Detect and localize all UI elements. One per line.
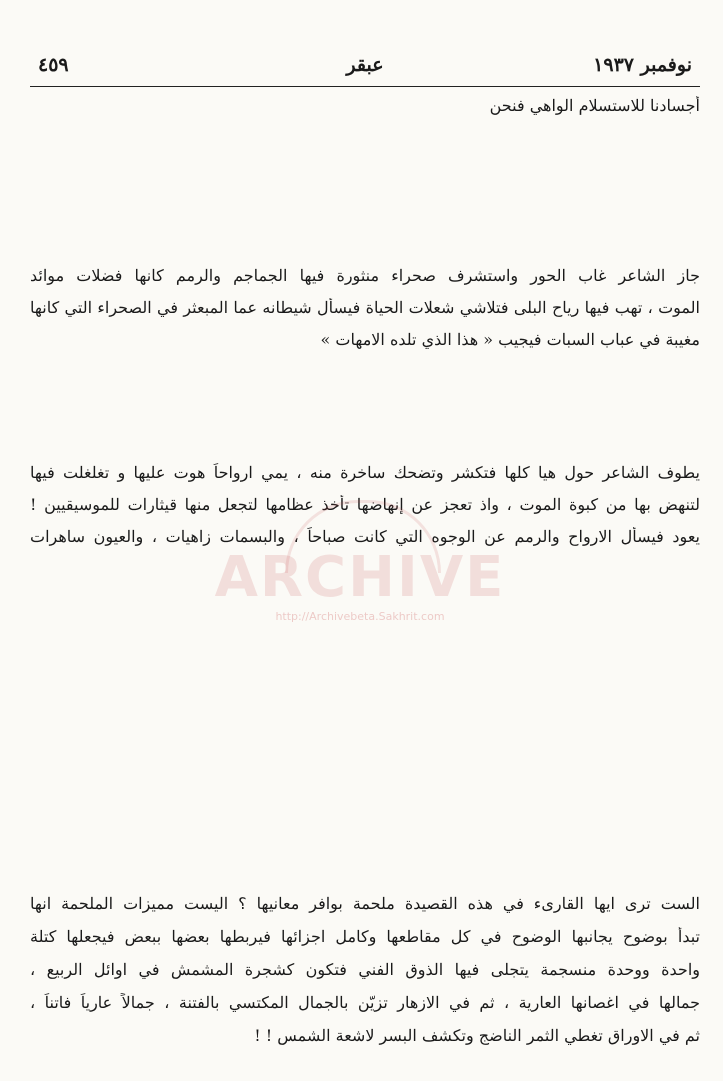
- paragraph-line: يعود فيسأل الارواح والرمم عن الوجوه التي كانت صباحاً ، والبسمات زاهيات ، والعيون ساهرات: [30, 527, 700, 546]
- watermark: ARCHIVE: [214, 545, 506, 610]
- watermark-url: http://Archivebeta.Sakhrit.com: [275, 610, 445, 623]
- paragraph-line: الست ترى ايها القارىء في هذه القصيدة ملحمة بوافر معانيها ؟ اليست مميزات الملحمة انها: [30, 894, 700, 913]
- paragraph-line: ثم في الاوراق تغطي الثمر الناضج وتكشف البسر لاشعة الشمس ! !: [254, 1026, 700, 1045]
- header-title: عبقر: [346, 54, 384, 76]
- paragraph-line: تبدأ بوضوح يجانبها الوضوح في كل مقاطعها وكامل اجزائها فيربطها بعضها ببعض فيجعلها كتلة: [30, 927, 700, 946]
- paragraph-line: يطوف الشاعر حول هيا كلها فتكشر وتضحك ساخرة منه ، يمي ارواحاً هوت عليها و تغلغلت فيها: [30, 463, 700, 482]
- paragraph-line: الموت ، تهب فيها رياح البلى فتلاشي شعلات الحياة فيسأل شيطانه عما المبعثر في الصحراء التي كانها: [30, 298, 700, 317]
- paragraph-line: واحدة ووحدة منسجمة يتجلى فيها الذوق الفني فتكون كشجرة المشمش في اوائل الربيع ،: [30, 960, 700, 979]
- paragraph-line: جاز الشاعر غاب الحور واستشرف صحراء منثورة فيها الجماجم والرمم كانها فضلات موائد: [30, 266, 700, 285]
- page-header: [30, 50, 700, 87]
- header-date: نوفمبر ١٩٣٧: [593, 54, 692, 76]
- intro-line: أجسادنا للاستسلام الواهي فنحن: [489, 96, 700, 115]
- page-number: ٤٥٩: [38, 54, 69, 76]
- paragraph-line: جمالها في اغصانها العارية ، ثم في الازهار تزيّن بالجمال المكتسي بالفتنة ، جمالاً عارياً فاتناً ،: [30, 993, 700, 1012]
- paragraph-line: لتنهض بها من كبوة الموت ، واذ تعجز عن إنهاضها تأخذ عظامها لتجعل منها قيثارات للموسيقيين !: [30, 495, 700, 514]
- paragraph-line: مغيبة في عباب السبات فيجيب « هذا الذي تلده الامهات »: [320, 330, 700, 349]
